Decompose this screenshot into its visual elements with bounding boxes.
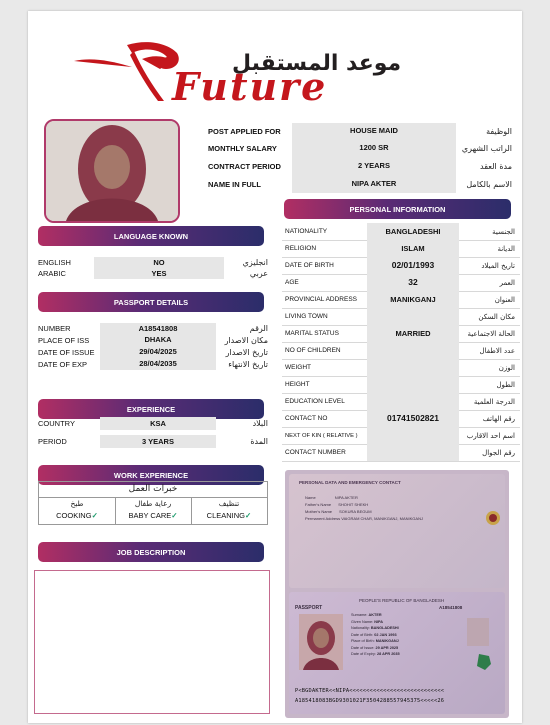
passport-label: DATE OF ISSUE [38, 347, 95, 357]
scan-field-value: 29 APR 2025 [375, 645, 399, 650]
scan-field-label: Place of Birth [351, 639, 374, 643]
scan-field-label: Permanent Address [305, 516, 341, 521]
personal-value: MANIKGANJ [367, 291, 459, 308]
personal-value [367, 342, 459, 359]
personal-arabic: عدد الاطفال [479, 346, 515, 355]
brand-logo [72, 39, 482, 109]
info-label: CONTRACT PERIOD [208, 161, 281, 171]
work-item-label: COOKING [56, 511, 92, 520]
work-item-cooking [39, 511, 115, 520]
info-row [204, 123, 516, 139]
personal-label: LIVING TOWN [285, 313, 328, 320]
personal-arabic: اسم احد الاقارب [466, 431, 515, 440]
passport-bio-label: PASSPORT [295, 605, 323, 611]
personal-label: PROVINCIAL ADDRESS [285, 296, 358, 303]
personal-arabic: الحالة الاجتماعية [467, 329, 515, 338]
info-value: HOUSE MAID [292, 123, 456, 139]
passport-label: DATE OF EXP [38, 359, 88, 369]
applicant-photo [44, 119, 180, 223]
personal-value [367, 376, 459, 393]
experience-row [38, 435, 270, 448]
personal-arabic: تاريخ الميلاد [481, 261, 515, 270]
bangladesh-map-icon [473, 652, 495, 672]
scan-field-label: Date of Expiry [351, 652, 375, 656]
personal-value: 01741502821 [367, 410, 459, 427]
language-arabic: انجليزي [242, 258, 268, 267]
cv-sheet [28, 11, 522, 723]
personal-arabic: الوزن [498, 363, 515, 372]
work-arabic-title: خبرات العمل [128, 484, 178, 494]
emblem-icon [485, 510, 501, 526]
work-item-arabic: طبخ [70, 499, 84, 508]
passport-value: 28/04/2035 [100, 358, 216, 370]
personal-row [282, 410, 520, 428]
language-value: YES [94, 268, 224, 279]
scan-field-value: BANGLADESHI [370, 626, 399, 630]
scan-field-value: NIPA AKTER [334, 495, 358, 500]
experience-header: EXPERIENCE [38, 399, 264, 419]
personal-row [282, 444, 520, 462]
personal-label: CONTACT NO [285, 415, 328, 422]
passport-arabic: الرقم [249, 324, 268, 333]
passport-data-fields [305, 494, 435, 522]
personal-label: DATE OF BIRTH [285, 262, 334, 269]
passport-arabic: تاريخ الانتهاء [228, 359, 268, 369]
mrz-line-1: P<BGDAKTER<<NIPA<<<<<<<<<<<<<<<<<<<<<<<<<<<< [295, 688, 445, 694]
experience-row [38, 417, 270, 430]
personal-row [282, 342, 520, 360]
scan-field-value: SOKURA BEGUM [339, 509, 372, 514]
personal-label: AGE [285, 279, 299, 286]
personal-arabic: رقم الجوال [482, 448, 515, 457]
personal-row [282, 240, 520, 258]
checkmark-icon: ✓ [171, 511, 178, 520]
work-item-arabic: رعاية طفال [134, 499, 172, 508]
personal-info-header: PERSONAL INFORMATION [284, 199, 511, 219]
language-header: LANGUAGE KNOWN [38, 226, 264, 246]
passport-scan-image [285, 470, 509, 718]
scan-field-label: Father's Name [305, 502, 332, 507]
personal-label: NATIONALITY [285, 228, 328, 235]
passport-row [38, 346, 270, 358]
scan-field-label: Date of Birth [351, 632, 373, 637]
mrz-line-2: A185418083BGD9301021F3504288557945375<<<<<26 [295, 698, 445, 704]
person-silhouette-icon [299, 614, 343, 670]
info-arabic: مدة العقد [480, 161, 512, 171]
personal-row [282, 257, 520, 275]
scan-field-value: SHOHIT SHEKH [338, 502, 369, 507]
personal-arabic: الديانة [497, 244, 515, 253]
personal-arabic: الجنسية [492, 227, 515, 236]
personal-value: BANGLADESHI [367, 223, 459, 240]
passport-header: PASSPORT DETAILS [38, 292, 264, 312]
work-experience-box [38, 481, 268, 525]
info-value: NIPA AKTER [292, 175, 456, 193]
personal-arabic: رقم الهاتف [482, 414, 515, 423]
scan-field-value: VAIGRAM CHAR, MANIKGANJ, MANIKGANJ [341, 516, 423, 521]
work-item-label: CLEANING [206, 511, 246, 520]
personal-value: ISLAM [367, 240, 459, 257]
work-item-label: BABY CARE [128, 511, 172, 520]
personal-value: 02/01/1993 [367, 257, 459, 274]
personal-row [282, 308, 520, 326]
scan-field-value: 28 APR 2035 [376, 652, 400, 656]
experience-label: COUNTRY [38, 419, 75, 428]
scan-field-value: 02 JAN 1993 [374, 632, 397, 637]
personal-row [282, 291, 520, 309]
person-silhouette-icon [46, 121, 178, 221]
personal-row [282, 393, 520, 411]
personal-arabic: العمر [499, 278, 515, 287]
passport-label: NUMBER [38, 324, 71, 333]
personal-label: WEIGHT [285, 364, 311, 371]
info-value: 2 YEARS [292, 157, 456, 175]
language-row [38, 257, 270, 268]
passport-value: 29/04/2025 [100, 346, 216, 358]
info-label: MONTHLY SALARY [208, 143, 277, 153]
personal-value [367, 444, 459, 461]
scan-field-value: AKTER [368, 613, 382, 617]
personal-value [367, 393, 459, 410]
passport-value: A18541808 [100, 323, 216, 334]
experience-value: 3 YEARS [100, 435, 216, 448]
passport-small-photo [467, 618, 489, 646]
personal-value [367, 427, 459, 444]
personal-value [367, 308, 459, 325]
language-arabic: عربي [249, 269, 268, 278]
passport-row [38, 358, 270, 370]
job-description-box [34, 570, 270, 714]
brand-latin: Future [172, 64, 328, 109]
passport-bio-page [289, 592, 505, 714]
personal-label: NO OF CHILDREN [285, 347, 341, 354]
scan-field-label: Given Name [351, 619, 373, 624]
passport-label: PLACE OF ISS [38, 335, 90, 345]
checkmark-icon: ✓ [245, 511, 252, 520]
personal-arabic: الطول [496, 380, 515, 389]
passport-value: DHAKA [100, 334, 216, 346]
passport-row [38, 323, 270, 334]
personal-arabic: مكان السكن [478, 312, 515, 321]
scan-field-value: MANIKGANJ [375, 639, 399, 643]
scan-field-label: Surname [351, 613, 367, 617]
personal-label: CONTACT NUMBER [285, 449, 346, 456]
passport-bio-number: A18541808 [439, 605, 463, 610]
personal-label: MARITAL STATUS [285, 330, 339, 337]
passport-bio-fields: Surname: AKTER Given Name: NIPA Nationality: BANGLADESHI Date of Birth: 02 JAN 1993 Place of Birth: MANIKGANJ Date of Issue: 29 APR 2025 Date of Expiry: 28 APR 2035 [351, 613, 400, 656]
language-value: NO [94, 257, 224, 268]
info-label: NAME IN FULL [208, 179, 261, 189]
passport-bio-header: PEOPLE'S REPUBLIC OF BANGLADESH [359, 598, 445, 603]
scan-field-label: Date of Issue [351, 645, 374, 650]
info-arabic: الوظيفة [486, 126, 512, 136]
scan-field-label: Name [305, 495, 316, 500]
personal-label: NEXT OF KIN ( RELATIVE ) [285, 432, 358, 439]
passport-arabic: مكان الاصدار [224, 335, 268, 345]
experience-arabic: البلاد [252, 419, 268, 428]
personal-arabic: الدرجة العلمية [473, 397, 515, 406]
info-label: POST APPLIED FOR [208, 126, 281, 136]
job-description-header: JOB DESCRIPTION [38, 542, 264, 562]
info-value: 1200 SR [292, 139, 456, 157]
passport-data-header: PERSONAL DATA AND EMERGENCY CONTACT [299, 480, 401, 485]
brand-arabic: موعد المستقبل [232, 51, 402, 76]
info-arabic: الراتب الشهري [461, 143, 512, 153]
work-item-arabic: تنظيف [218, 499, 240, 508]
info-row [204, 139, 516, 157]
work-experience-header: WORK EXPERIENCE [38, 465, 264, 485]
language-row [38, 268, 270, 279]
passport-row [38, 334, 270, 346]
personal-value [367, 359, 459, 376]
personal-row [282, 359, 520, 377]
personal-row [282, 223, 520, 241]
passport-arabic: تاريخ الاصدار [225, 347, 268, 357]
experience-value: KSA [100, 417, 216, 430]
work-item-cleaning [191, 511, 267, 520]
scan-field-label: Nationality [351, 626, 369, 630]
scan-field-label: Mother's Name [305, 509, 332, 514]
scan-field-value: NIPA [374, 619, 384, 624]
experience-label: PERIOD [38, 437, 67, 446]
work-item-babycare [115, 511, 191, 520]
checkmark-icon: ✓ [91, 511, 98, 520]
passport-data-page [289, 474, 505, 588]
personal-row [282, 325, 520, 343]
personal-row [282, 274, 520, 292]
info-row [204, 175, 516, 193]
language-label: ARABIC [38, 269, 66, 278]
personal-arabic: العنوان [494, 295, 515, 304]
personal-value: 32 [367, 274, 459, 291]
language-label: ENGLISH [38, 258, 71, 267]
info-row [204, 157, 516, 175]
personal-label: EDUCATION LEVEL [285, 398, 345, 405]
personal-row [282, 376, 520, 394]
personal-label: HEIGHT [285, 381, 310, 388]
info-arabic: الاسم بالكامل [466, 179, 512, 189]
personal-label: RELIGION [285, 245, 317, 252]
personal-value: MARRIED [367, 325, 459, 342]
passport-bio-photo [299, 614, 343, 670]
experience-arabic: المدة [250, 437, 268, 446]
personal-row [282, 427, 520, 445]
